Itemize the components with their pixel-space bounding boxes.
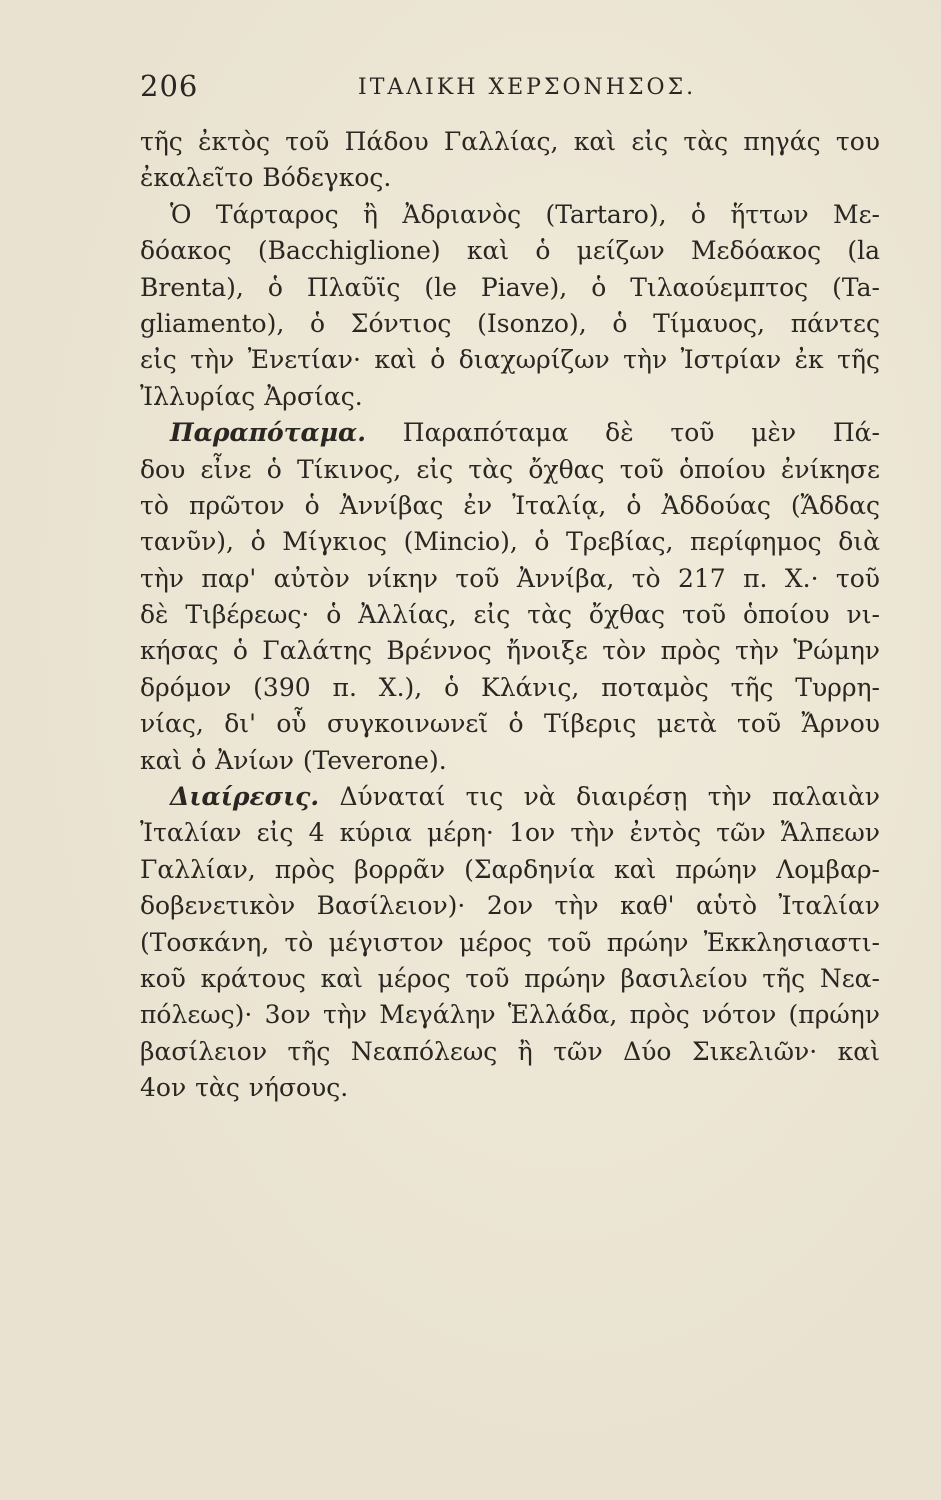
text-line: δόακος (Bacchiglione) καὶ ὁ μείζων Μεδόακος (la	[140, 236, 880, 266]
text-line: ἐκαλεῖτο Βόδεγκος.	[140, 163, 392, 193]
text-line: βασίλειον τῆς Νεαπόλεως ἢ τῶν Δύο Σικελιῶν· καὶ	[140, 1036, 880, 1066]
text-line: πόλεως)· 3ον τὴν Μεγάλην Ἑλλάδα, πρὸς νότον (πρώην	[140, 1000, 880, 1030]
text-line-continuation: Δύναταί τις νὰ διαιρέσῃ τὴν παλαιὰν	[339, 782, 880, 812]
text-line: νίας, δι' οὗ συγκοινωνεῖ ὁ Τίβερις μετὰ τοῦ Ἄρνου	[140, 709, 880, 739]
section-heading-tributaries: Παραπόταμα.	[170, 418, 366, 448]
text-line: Brenta), ὁ Πλαῦϊς (le Piave), ὁ Τιλαούεμπτος (Ta-	[140, 272, 880, 302]
text-line: δρόμον (390 π. Χ.), ὁ Κλάνις, ποταμὸς τῆς Τυρρη-	[140, 672, 880, 702]
text-line: εἰς τὴν Ἐνετίαν· καὶ ὁ διαχωρίζων τὴν Ἰστρίαν ἐκ τῆς	[140, 345, 880, 375]
page-number: 206	[140, 69, 199, 103]
text-line: Ἰταλίαν εἰς 4 κύρια μέρη· 1ον τὴν ἐντὸς τῶν Ἄλπεων	[140, 818, 880, 848]
text-line: καὶ ὁ Ἀνίων (Teverone).	[140, 745, 447, 775]
text-line: gliamento), ὁ Σόντιος (Isonzo), ὁ Τίμαυος, πάντες	[140, 308, 880, 338]
running-title: ΙΤΑΛΙΚΗ ΧΕΡΣΟΝΗΣΟΣ.	[358, 75, 697, 100]
text-line: (Τοσκάνη, τὸ μέγιστον μέρος τοῦ πρώην Ἐκκλησιαστι-	[140, 927, 880, 957]
text-line-continuation: Παραπόταμα δὲ τοῦ μὲν Πά-	[402, 418, 880, 448]
text-line: τὴν παρ' αὐτὸν νίκην τοῦ Ἀννίβα, τὸ 217 π. Χ.· τοῦ	[140, 563, 880, 593]
text-line	[140, 779, 880, 815]
text-line	[140, 415, 880, 451]
text-line: τὸ πρῶτον ὁ Ἀννίβας ἐν Ἰταλίᾳ, ὁ Ἀδδούας (Ἄδδας	[140, 490, 880, 520]
text-line: Γαλλίαν, πρὸς βορρᾶν (Σαρδηνία καὶ πρώην Λομβαρ-	[140, 854, 880, 884]
text-line: δου εἶνε ὁ Τίκινος, εἰς τὰς ὄχθας τοῦ ὁποίου ἐνίκησε	[140, 454, 880, 484]
text-line: δοβενετικὸν Βασίλειον)· 2ον τὴν καθ' αὑτὸ Ἰταλίαν	[140, 891, 880, 921]
body-text	[140, 124, 880, 1107]
text-line: Ἰλλυρίας Ἀρσίας.	[140, 381, 363, 411]
text-line: κοῦ κράτους καὶ μέρος τοῦ πρώην βασιλείου τῆς Νεα-	[140, 963, 880, 993]
page-header	[140, 66, 880, 106]
text-line: δὲ Τιβέρεως· ὁ Ἀλλίας, εἰς τὰς ὄχθας τοῦ ὁποίου νι-	[140, 600, 880, 630]
text-line: Ὁ Τάρταρος ἢ Ἀδριανὸς (Tartaro), ὁ ἥττων Με-	[170, 199, 880, 229]
section-heading-division: Διαίρεσις.	[170, 782, 320, 812]
text-line: τῆς ἐκτὸς τοῦ Πάδου Γαλλίας, καὶ εἰς τὰς πηγάς του	[140, 127, 880, 156]
text-line: κήσας ὁ Γαλάτης Βρέννος ἤνοιξε τὸν πρὸς τὴν Ῥώμην	[140, 636, 880, 666]
text-line: τανῦν), ὁ Μίγκιος (Mincio), ὁ Τρεβίας, περίφημος διὰ	[140, 527, 880, 557]
text-line: 4ον τὰς νήσους.	[140, 1073, 349, 1103]
